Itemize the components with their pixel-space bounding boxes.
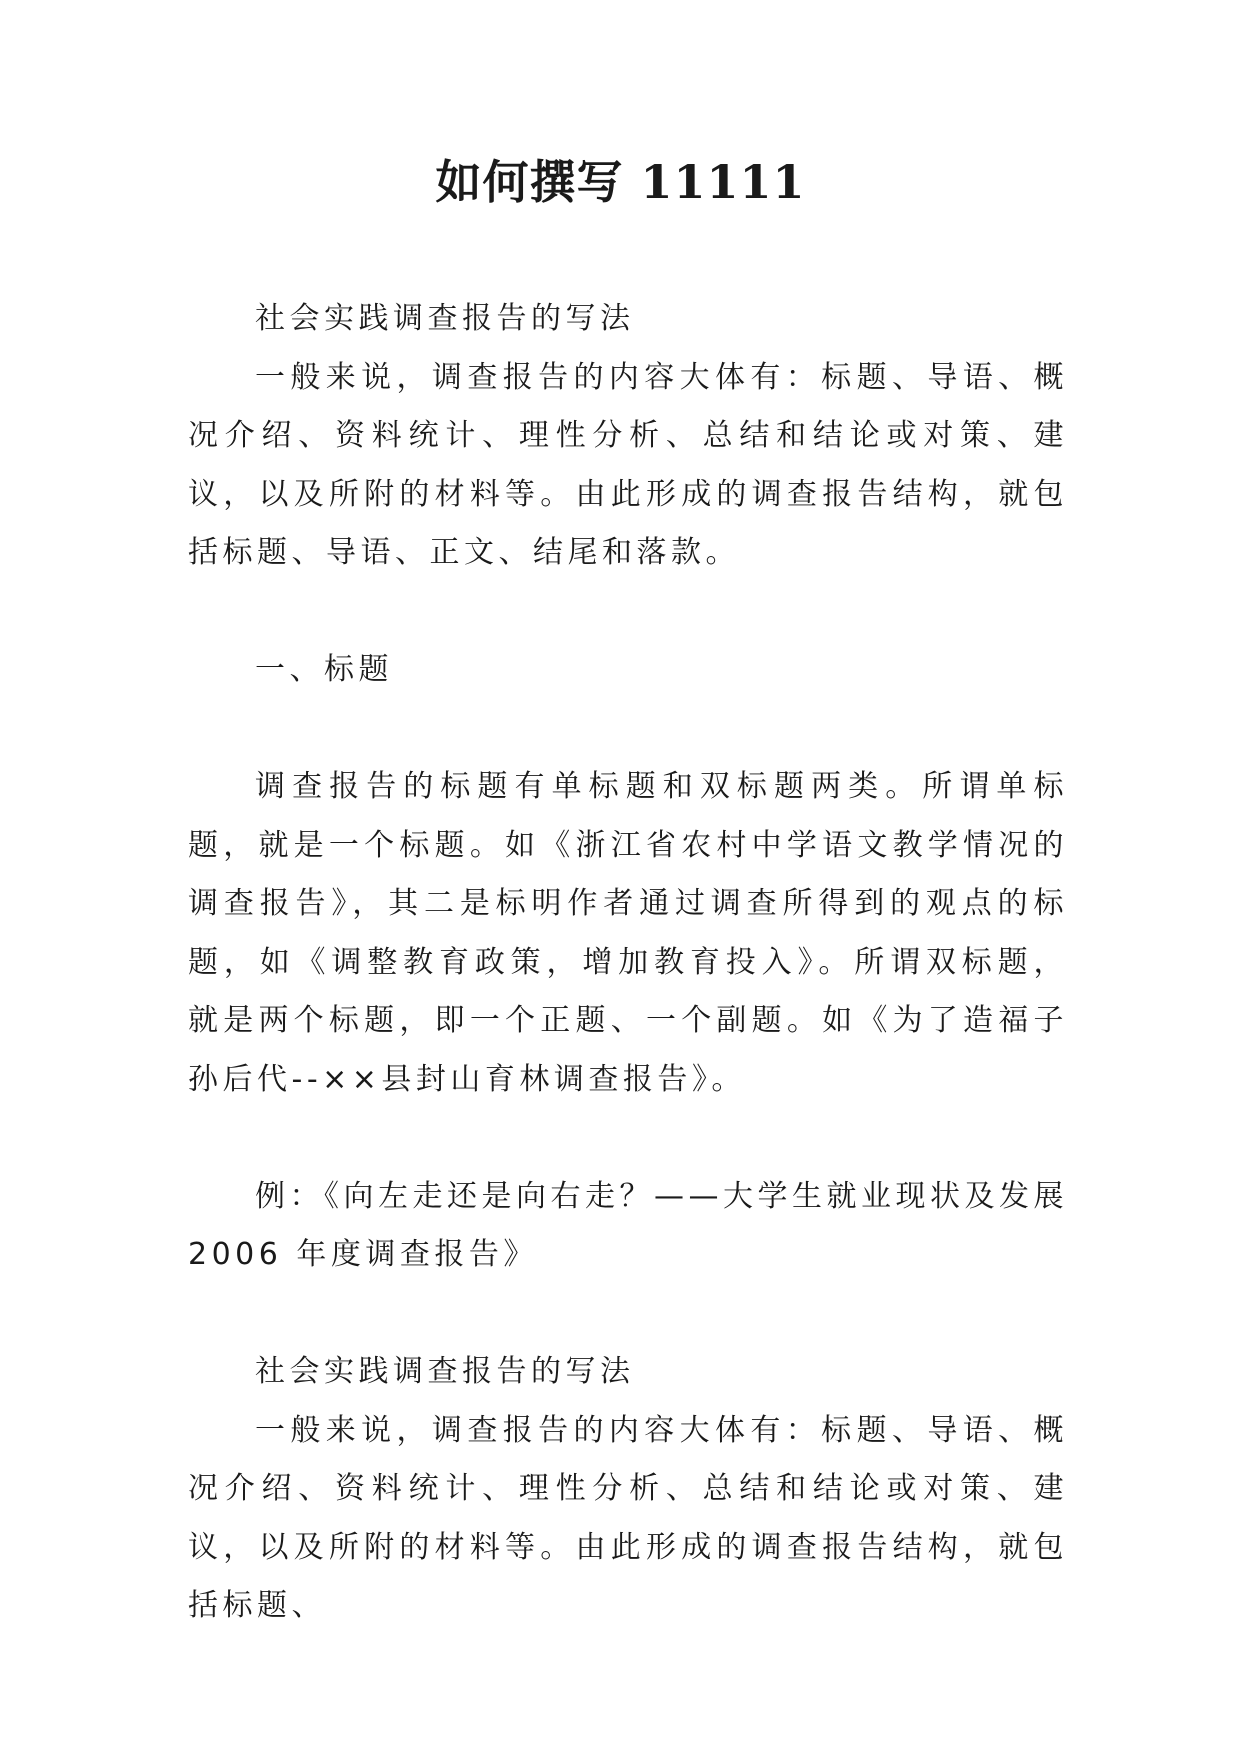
- paragraph-example: 例：《向左走还是向右走？——大学生就业现状及发展 2006 年度调查报告》: [188, 1178, 1068, 1272]
- document-body: [188, 290, 1068, 1636]
- paragraph-gap: [188, 700, 1068, 759]
- paragraph-title-types: 调查报告的标题有单标题和双标题两类。所谓单标题，就是一个标题。如《浙江省农村中学语文教学情况的调查报告》，其二是标明作者通过调查所得到的观点的标题，如《调整教育政策，增加教育投入》。所谓双标题，就是两个标题，即一个正题、一个副题。如《为了造福子孙后代--××县封山育林调查报告》。: [188, 769, 1068, 1097]
- section-heading-method-repeat: 社会实践调查报告的写法: [255, 1354, 635, 1389]
- paragraph-gap: [188, 1285, 1068, 1344]
- document-title: 如何撰写 11111: [435, 155, 806, 209]
- paragraph-gap: [188, 1109, 1068, 1168]
- section-heading-title: 一、标题: [255, 652, 393, 687]
- section-heading-method: 社会实践调查报告的写法: [255, 301, 635, 336]
- paragraph-overview-repeat: 一般来说，调查报告的内容大体有：标题、导语、概况介绍、资料统计、理性分析、总结和结论或对策、建议，以及所附的材料等。由此形成的调查报告结构，就包括标题、: [188, 1412, 1068, 1623]
- paragraph-overview: 一般来说，调查报告的内容大体有：标题、导语、概况介绍、资料统计、理性分析、总结和结论或对策、建议，以及所附的材料等。由此形成的调查报告结构，就包括标题、导语、正文、结尾和落款。: [188, 359, 1068, 570]
- paragraph-gap: [188, 583, 1068, 642]
